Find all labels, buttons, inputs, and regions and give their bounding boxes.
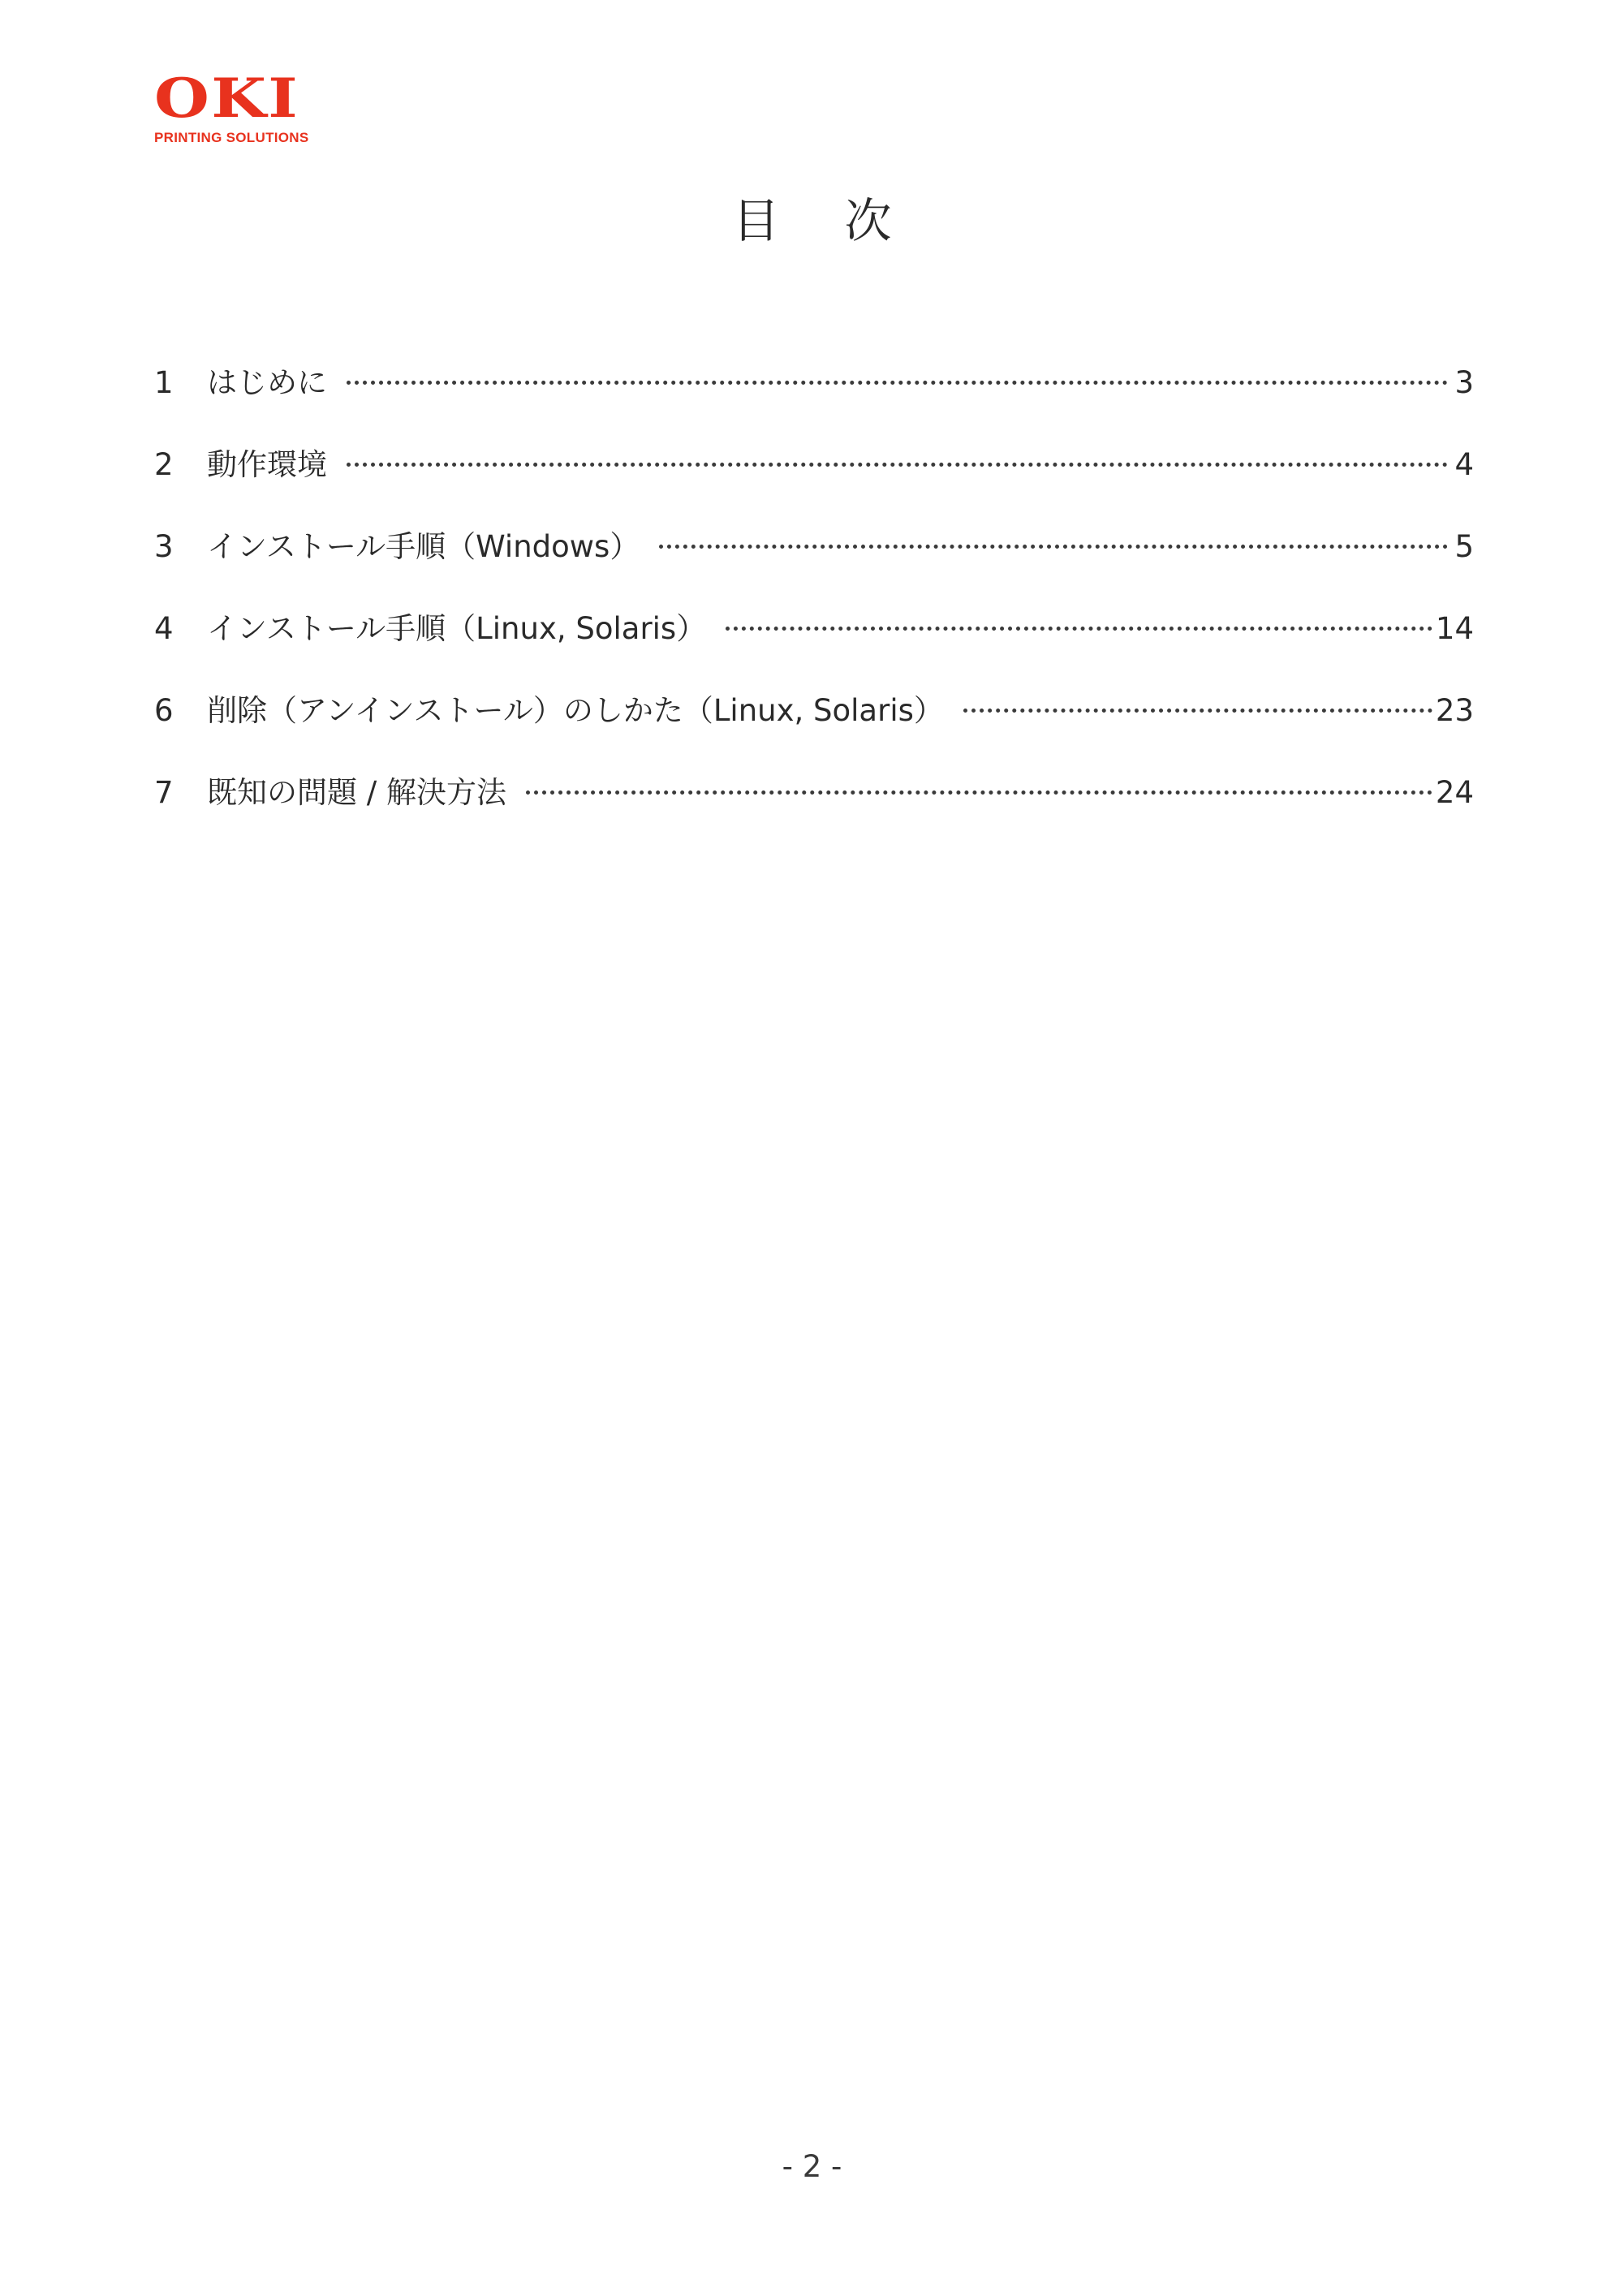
- dot-leader: [347, 463, 1448, 467]
- toc-entry[interactable]: [154, 357, 1474, 439]
- toc-entry-page: 4: [1454, 447, 1474, 482]
- logo-subtitle: PRINTING SOLUTIONS: [154, 130, 309, 145]
- toc-entry[interactable]: [154, 439, 1474, 521]
- toc-entry[interactable]: [154, 521, 1474, 603]
- logo-wordmark: OKI: [154, 67, 300, 130]
- toc-entry[interactable]: [154, 685, 1474, 767]
- dot-leader: [347, 381, 1448, 385]
- toc-entry-number: 4: [154, 611, 174, 646]
- toc-entry-number: 2: [154, 447, 174, 482]
- toc-entry-number: 6: [154, 693, 174, 728]
- page-number: - 2 -: [782, 2149, 842, 2184]
- toc-entry-number: 3: [154, 529, 174, 564]
- toc-entry-title: インストール手順（Windows）: [207, 529, 640, 564]
- toc-entry-title: 既知の問題 / 解決方法: [207, 775, 506, 810]
- dot-leader: [526, 790, 1432, 795]
- dot-leader: [659, 545, 1448, 549]
- toc-entry-title: 削除（アンインストール）のしかた（Linux, Solaris）: [207, 693, 944, 728]
- toc-entry-number: 7: [154, 775, 174, 810]
- dot-leader: [726, 627, 1432, 631]
- toc-entry[interactable]: [154, 767, 1474, 849]
- toc-entry-number: 1: [154, 365, 174, 400]
- toc-entry[interactable]: [154, 603, 1474, 685]
- toc-entry-page: 14: [1435, 611, 1474, 646]
- page-title: 目次: [732, 193, 957, 248]
- toc-entry-page: 3: [1454, 365, 1474, 400]
- dot-leader: [963, 709, 1432, 713]
- oki-logo: [154, 67, 309, 146]
- toc-entry-title: インストール手順（Linux, Solaris）: [207, 611, 707, 646]
- toc-entry-title: はじめに: [207, 365, 327, 400]
- toc-entry-page: 24: [1435, 775, 1474, 810]
- toc-entry-page: 5: [1454, 529, 1474, 564]
- toc-entry-title: 動作環境: [207, 447, 327, 482]
- toc-entry-page: 23: [1435, 693, 1474, 728]
- table-of-contents: [154, 357, 1474, 849]
